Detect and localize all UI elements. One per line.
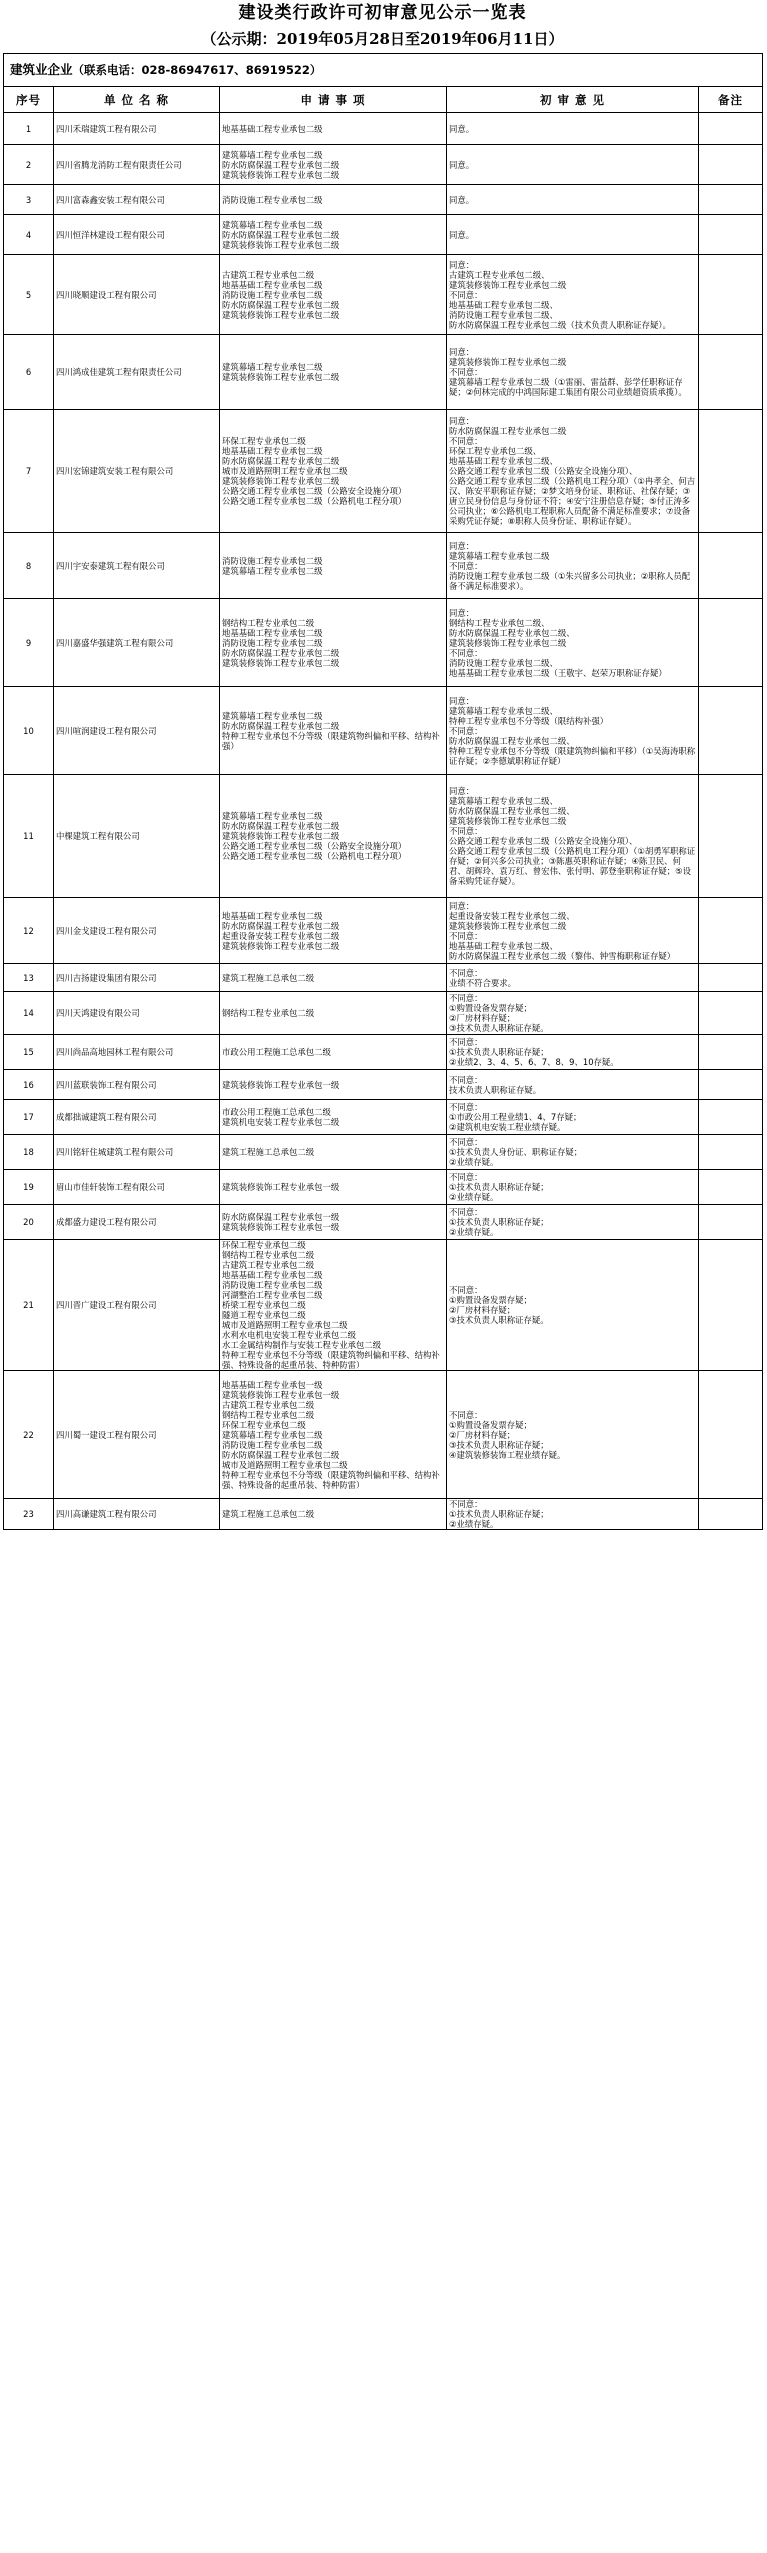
row-note xyxy=(699,964,763,992)
row-seq: 4 xyxy=(4,215,54,255)
row-review-opinion: 不同意： ①购置设备发票存疑； ②厂房材料存疑； ③技术负责人职称证存疑； ④建筑装修装饰工程业绩存疑。 xyxy=(447,1371,699,1499)
row-unit-name: 四川宏锦建筑安装工程有限公司 xyxy=(54,410,220,533)
row-note xyxy=(699,185,763,215)
table-row xyxy=(4,113,763,145)
table-row xyxy=(4,1070,763,1100)
approval-table xyxy=(3,53,763,1530)
column-header-note: 备注 xyxy=(699,87,763,113)
row-application-items: 消防设施工程专业承包二级 建筑幕墙工程专业承包二级 xyxy=(220,533,447,599)
row-review-opinion: 不同意： ①市政公用工程业绩1、4、7存疑； ②建筑机电安装工程业绩存疑。 xyxy=(447,1100,699,1135)
row-unit-name: 四川省腾龙消防工程有限责任公司 xyxy=(54,145,220,185)
category-row xyxy=(4,54,763,87)
row-review-opinion: 不同意： ①技术负责人身份证、职称证存疑； ②业绩存疑。 xyxy=(447,1135,699,1170)
row-seq: 8 xyxy=(4,533,54,599)
table-row xyxy=(4,1100,763,1135)
row-seq: 20 xyxy=(4,1205,54,1240)
row-application-items: 防水防腐保温工程专业承包一级 建筑装修装饰工程专业承包一级 xyxy=(220,1205,447,1240)
row-review-opinion: 不同意： ①技术负责人职称证存疑； ②业绩2、3、4、5、6、7、8、9、10存疑。 xyxy=(447,1035,699,1070)
table-row xyxy=(4,1205,763,1240)
row-unit-name: 中棵建筑工程有限公司 xyxy=(54,775,220,898)
row-note xyxy=(699,335,763,410)
row-unit-name: 四川铭轩住城建筑工程有限公司 xyxy=(54,1135,220,1170)
row-application-items: 建筑幕墙工程专业承包二级 防水防腐保温工程专业承包二级 特种工程专业承包不分等级（限建筑物纠偏和平移、结构补强） xyxy=(220,687,447,775)
row-seq: 7 xyxy=(4,410,54,533)
row-review-opinion: 不同意： ①技术负责人职称证存疑； ②业绩存疑。 xyxy=(447,1170,699,1205)
row-unit-name: 成都拙诚建筑工程有限公司 xyxy=(54,1100,220,1135)
row-seq: 21 xyxy=(4,1240,54,1371)
row-application-items: 建筑幕墙工程专业承包二级 防水防腐保温工程专业承包二级 建筑装修装饰工程专业承包二级 xyxy=(220,215,447,255)
row-seq: 11 xyxy=(4,775,54,898)
row-note xyxy=(699,410,763,533)
row-note xyxy=(699,1170,763,1205)
table-row xyxy=(4,964,763,992)
row-unit-name: 四川晓顺建设工程有限公司 xyxy=(54,255,220,335)
row-application-items: 建筑工程施工总承包二级 xyxy=(220,1499,447,1530)
category-label: 建筑业企业 xyxy=(10,62,73,77)
table-row xyxy=(4,410,763,533)
table-row xyxy=(4,1240,763,1371)
row-note xyxy=(699,599,763,687)
row-unit-name: 四川恒洋林建设工程有限公司 xyxy=(54,215,220,255)
row-application-items: 建筑幕墙工程专业承包二级 防水防腐保温工程专业承包二级 建筑装修装饰工程专业承包二级 xyxy=(220,145,447,185)
row-application-items: 环保工程专业承包二级 钢结构工程专业承包二级 古建筑工程专业承包二级 地基基础工程专业承包二级 消防设施工程专业承包二级 河湖整治工程专业承包二级 桥梁工程专业承包二级 隧道工程专业承包二级 城市及道路照明工程专业承包二级 水利水电机电安装工程专业承包二级 水工金属结构制作与安装工程专业承包二级 特种工程专业承包不分等级（限建筑物纠偏和平移、结构补强、特殊设备的起重吊装、特种防雷） xyxy=(220,1240,447,1371)
table-row xyxy=(4,775,763,898)
row-review-opinion: 同意： 建筑幕墙工程专业承包二级 不同意： 消防设施工程专业承包二级（①朱兴留多公司执业；②职称人员配备不满足标准要求）。 xyxy=(447,533,699,599)
row-note xyxy=(699,687,763,775)
row-application-items: 古建筑工程专业承包二级 地基基础工程专业承包二级 消防设施工程专业承包二级 防水防腐保温工程专业承包二级 建筑装修装饰工程专业承包二级 xyxy=(220,255,447,335)
row-seq: 12 xyxy=(4,898,54,964)
row-note xyxy=(699,992,763,1035)
table-row xyxy=(4,145,763,185)
row-review-opinion: 同意。 xyxy=(447,185,699,215)
contact-phone: （联系电话：028-86947617、86919522） xyxy=(72,63,322,77)
publicity-period: （公示期：2019年05月28日至2019年06月11日） xyxy=(201,30,564,48)
table-row xyxy=(4,533,763,599)
row-seq: 13 xyxy=(4,964,54,992)
row-review-opinion: 同意。 xyxy=(447,215,699,255)
row-note xyxy=(699,775,763,898)
column-header-seq: 序号 xyxy=(4,87,54,113)
row-application-items: 建筑工程施工总承包二级 xyxy=(220,964,447,992)
row-note xyxy=(699,1205,763,1240)
row-seq: 6 xyxy=(4,335,54,410)
row-note xyxy=(699,1070,763,1100)
row-unit-name: 四川蜀一建设工程有限公司 xyxy=(54,1371,220,1499)
row-review-opinion: 不同意： ①技术负责人职称证存疑； ②业绩存疑。 xyxy=(447,1499,699,1530)
row-application-items: 建筑装修装饰工程专业承包一级 xyxy=(220,1070,447,1100)
row-application-items: 钢结构工程专业承包二级 地基基础工程专业承包二级 消防设施工程专业承包二级 防水防腐保温工程专业承包二级 建筑装修装饰工程专业承包二级 xyxy=(220,599,447,687)
row-note xyxy=(699,255,763,335)
row-unit-name: 四川高谦建筑工程有限公司 xyxy=(54,1499,220,1530)
row-unit-name: 四川鸿成佳建筑工程有限责任公司 xyxy=(54,335,220,410)
row-note xyxy=(699,1371,763,1499)
row-unit-name: 四川富森鑫安装工程有限公司 xyxy=(54,185,220,215)
table-row xyxy=(4,992,763,1035)
page xyxy=(3,0,762,1530)
table-row xyxy=(4,1035,763,1070)
row-note xyxy=(699,1035,763,1070)
row-application-items: 地基基础工程专业承包二级 xyxy=(220,113,447,145)
table-row xyxy=(4,1499,763,1530)
row-seq: 9 xyxy=(4,599,54,687)
table-row xyxy=(4,335,763,410)
row-review-opinion: 同意。 xyxy=(447,145,699,185)
row-review-opinion: 不同意： ①购置设备发票存疑； ②厂房材料存疑； ③技术负责人职称证存疑。 xyxy=(447,1240,699,1371)
table-row xyxy=(4,898,763,964)
row-note xyxy=(699,1135,763,1170)
table-row xyxy=(4,255,763,335)
row-note xyxy=(699,145,763,185)
row-seq: 3 xyxy=(4,185,54,215)
row-seq: 16 xyxy=(4,1070,54,1100)
row-unit-name: 眉山市佳轩装饰工程有限公司 xyxy=(54,1170,220,1205)
row-application-items: 建筑幕墙工程专业承包二级 建筑装修装饰工程专业承包二级 xyxy=(220,335,447,410)
row-seq: 2 xyxy=(4,145,54,185)
row-seq: 17 xyxy=(4,1100,54,1135)
row-review-opinion: 同意： 起重设备安装工程专业承包二级、 建筑装修装饰工程专业承包二级 不同意： 地基基础工程专业承包二级、 防水防腐保温工程专业承包二级（黎伟、钟雪梅职称证存疑） xyxy=(447,898,699,964)
row-unit-name: 四川尚品高地园林工程有限公司 xyxy=(54,1035,220,1070)
row-unit-name: 四川禾瑞建筑工程有限公司 xyxy=(54,113,220,145)
row-unit-name: 成都盛力建设工程有限公司 xyxy=(54,1205,220,1240)
row-note xyxy=(699,1240,763,1371)
row-unit-name: 四川喧润建设工程有限公司 xyxy=(54,687,220,775)
row-application-items: 建筑幕墙工程专业承包二级 防水防腐保温工程专业承包二级 建筑装修装饰工程专业承包二级 公路交通工程专业承包二级（公路安全设施分项） 公路交通工程专业承包二级（公路机电工程分项） xyxy=(220,775,447,898)
row-application-items: 地基基础工程专业承包二级 防水防腐保温工程专业承包二级 起重设备安装工程专业承包二级 建筑装修装饰工程专业承包二级 xyxy=(220,898,447,964)
table-row xyxy=(4,687,763,775)
row-review-opinion: 同意： 建筑幕墙工程专业承包二级、 防水防腐保温工程专业承包二级、 建筑装修装饰工程专业承包二级 不同意： 公路交通工程专业承包二级（公路安全设施分项）、 公路交通工程专业承包二级（公路机电工程分项）（①胡勇军职称证存疑；②何兴多公司执业；③陈惠英职称证存疑；④陈卫民、何君、胡辉玲、袁万红、曾宏伟、张付明、郭登奎职称证存疑；⑤设备采购凭证存疑）。 xyxy=(447,775,699,898)
row-review-opinion: 不同意： ①购置设备发票存疑； ②厂房材料存疑； ③技术负责人职称证存疑。 xyxy=(447,992,699,1035)
row-application-items: 建筑工程施工总承包二级 xyxy=(220,1135,447,1170)
row-application-items: 地基基础工程专业承包一级 建筑装修装饰工程专业承包一级 古建筑工程专业承包二级 钢结构工程专业承包二级 环保工程专业承包二级 建筑幕墙工程专业承包二级 消防设施工程专业承包二级 防水防腐保温工程专业承包二级 城市及道路照明工程专业承包二级 特种工程专业承包不分等级（限建筑物纠偏和平移、结构补强、特殊设备的起重吊装、特种防雷） xyxy=(220,1371,447,1499)
row-note xyxy=(699,533,763,599)
row-unit-name: 四川金戈建设工程有限公司 xyxy=(54,898,220,964)
row-review-opinion: 不同意： ①技术负责人职称证存疑； ②业绩存疑。 xyxy=(447,1205,699,1240)
table-row xyxy=(4,185,763,215)
row-unit-name: 四川天鸿建设有限公司 xyxy=(54,992,220,1035)
row-seq: 10 xyxy=(4,687,54,775)
row-review-opinion: 同意： 防水防腐保温工程专业承包二级 不同意： 环保工程专业承包二级、 地基基础工程专业承包二级、 公路交通工程专业承包二级（公路安全设施分项）、 公路交通工程专业承包二级（公路机电工程分项）（①冉孝全、何吉汉、陈安平职称证存疑；②梦文培身份证、职称证、社保存疑；③唐立民身份信息与身份证不符；④安宁注册信息存疑；⑤付正涛多公司执业；⑥公路机电工程职称人员配备不满足标准要求；⑦设备采购凭证存疑；⑧职称人员身份证、职称证存疑）。 xyxy=(447,410,699,533)
row-application-items: 建筑装修装饰工程专业承包一级 xyxy=(220,1170,447,1205)
row-note xyxy=(699,1499,763,1530)
row-unit-name: 四川宇安泰建筑工程有限公司 xyxy=(54,533,220,599)
table-row xyxy=(4,1170,763,1205)
row-application-items: 钢结构工程专业承包二级 xyxy=(220,992,447,1035)
row-unit-name: 四川晋广建设工程有限公司 xyxy=(54,1240,220,1371)
row-review-opinion: 同意： 钢结构工程专业承包二级、 防水防腐保温工程专业承包二级、 建筑装修装饰工程专业承包二级 不同意： 消防设施工程专业承包二级、 地基基础工程专业承包二级（王敬宇、赵荣万职称证存疑） xyxy=(447,599,699,687)
row-seq: 15 xyxy=(4,1035,54,1070)
row-seq: 18 xyxy=(4,1135,54,1170)
row-seq: 1 xyxy=(4,113,54,145)
column-header-opinion: 初 审 意 见 xyxy=(447,87,699,113)
row-unit-name: 四川吉扬建设集团有限公司 xyxy=(54,964,220,992)
row-review-opinion: 同意： 建筑装修装饰工程专业承包二级 不同意： 建筑幕墙工程专业承包二级（①雷丽、雷益群、彭学任职称证存疑；②何林完成的中鸿国际建工集团有限公司业绩超资质承揽）。 xyxy=(447,335,699,410)
row-note xyxy=(699,898,763,964)
row-review-opinion: 不同意： 技术负责人职称证存疑。 xyxy=(447,1070,699,1100)
row-seq: 14 xyxy=(4,992,54,1035)
row-application-items: 消防设施工程专业承包二级 xyxy=(220,185,447,215)
row-note xyxy=(699,1100,763,1135)
row-application-items: 市政公用工程施工总承包二级 xyxy=(220,1035,447,1070)
table-row xyxy=(4,215,763,255)
row-review-opinion: 不同意： 业绩不符合要求。 xyxy=(447,964,699,992)
category-cell xyxy=(4,54,763,87)
row-seq: 19 xyxy=(4,1170,54,1205)
row-seq: 5 xyxy=(4,255,54,335)
row-application-items: 环保工程专业承包二级 地基基础工程专业承包二级 防水防腐保温工程专业承包二级 城市及道路照明工程专业承包二级 建筑装修装饰工程专业承包二级 公路交通工程专业承包二级（公路安全设施分项） 公路交通工程专业承包二级（公路机电工程分项） xyxy=(220,410,447,533)
row-seq: 22 xyxy=(4,1371,54,1499)
row-note xyxy=(699,215,763,255)
row-unit-name: 四川蓝联装饰工程有限公司 xyxy=(54,1070,220,1100)
row-application-items: 市政公用工程施工总承包二级 建筑机电安装工程专业承包二级 xyxy=(220,1100,447,1135)
table-header-row xyxy=(4,87,763,113)
row-review-opinion: 同意。 xyxy=(447,113,699,145)
row-unit-name: 四川嘉盛华强建筑工程有限公司 xyxy=(54,599,220,687)
row-review-opinion: 同意： 古建筑工程专业承包二级、 建筑装修装饰工程专业承包二级 不同意： 地基基础工程专业承包二级、 消防设施工程专业承包二级、 防水防腐保温工程专业承包二级（技术负责人职称证存疑）。 xyxy=(447,255,699,335)
table-row xyxy=(4,1371,763,1499)
column-header-unit: 单 位 名 称 xyxy=(54,87,220,113)
column-header-items: 申 请 事 项 xyxy=(220,87,447,113)
row-seq: 23 xyxy=(4,1499,54,1530)
table-row xyxy=(4,1135,763,1170)
row-note xyxy=(699,113,763,145)
row-review-opinion: 同意： 建筑幕墙工程专业承包二级、 特种工程专业承包不分等级（限结构补强） 不同意： 防水防腐保温工程专业承包二级、 特种工程专业承包不分等级（限建筑物纠偏和平移）（①吴海涛职称证存疑；②李德斌职称证存疑） xyxy=(447,687,699,775)
table-row xyxy=(4,599,763,687)
document-title: 建设类行政许可初审意见公示一览表 xyxy=(238,3,527,23)
